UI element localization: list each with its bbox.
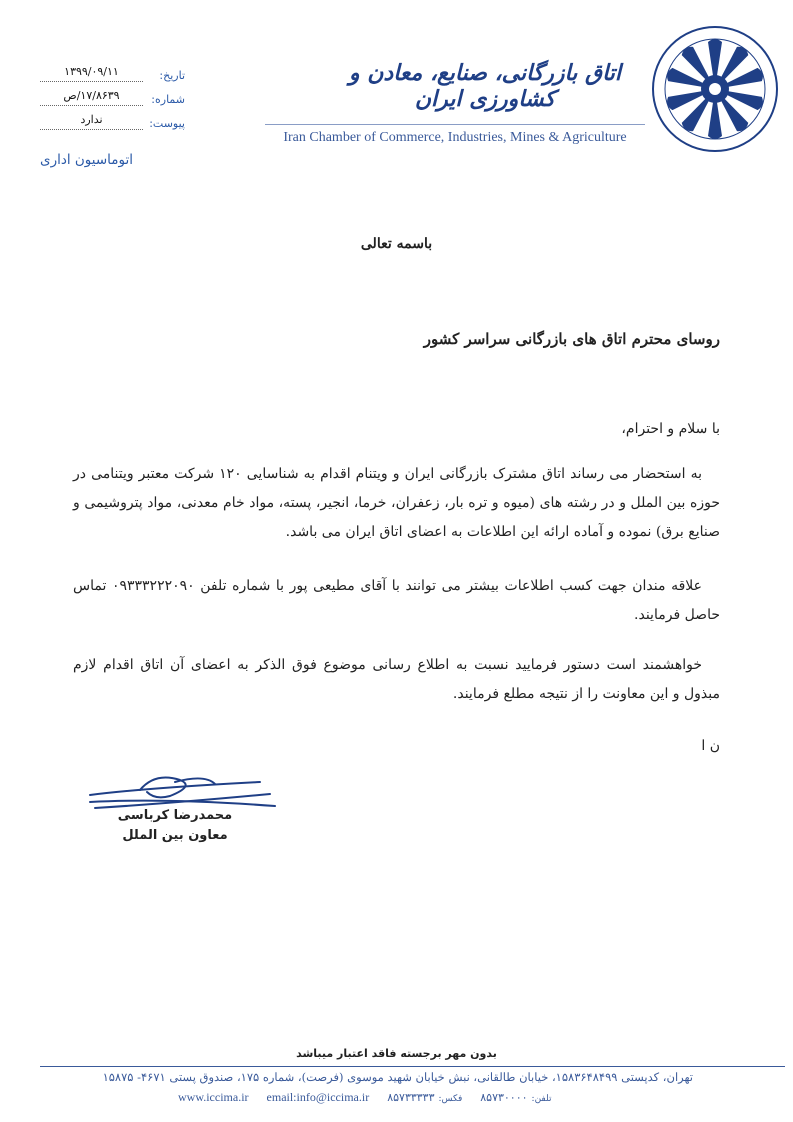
- letter-paragraph-1: به استحضار می رساند اتاق مشترک بازرگانی ایران و ویتنام اقدام به شناسایی ۱۲۰ شرکت معتبر ویتنامی در حوزه بین الملل و در رشته های (میوه و تره بار، زعفران، خرما، انجیر، پسته، مواد خام معدنی، مواد پتروشیمی و صنایع برق) نموده و آماده ارائه این اطلاعات به اعضای اتاق ایران می باشد.: [73, 466, 720, 540]
- brand-persian-title: اتاق بازرگانی، صنایع، معادن و کشاورزی ایران: [348, 60, 622, 112]
- fax-number: ۸۵۷۳۳۳۳۳: [387, 1091, 435, 1104]
- footer-contact: [178, 1090, 551, 1105]
- attachment-label: پیوست:: [149, 117, 185, 130]
- number-label: شماره:: [151, 93, 185, 106]
- letter-paragraph-2: علاقه مندان جهت کسب اطلاعات بیشتر می توانند با آقای مطیعی پور با شماره تلفن ۰۹۳۳۳۲۲۲۰۹۰ تماس حاصل فرمایند.: [73, 578, 720, 623]
- office-automation-label: اتوماسیون اداری: [40, 152, 133, 168]
- fax-label: فکس:: [438, 1094, 463, 1104]
- footer-email[interactable]: email:info@iccima.ir: [266, 1090, 370, 1104]
- letter-meta: [40, 58, 185, 130]
- date-value: ۱۳۹۹/۰۹/۱۱: [40, 65, 143, 82]
- letter-greeting: با سلام و احترام،: [621, 421, 720, 437]
- number-value: ۱۷/۸۶۳۹/ص: [40, 89, 143, 106]
- iccima-logo-icon: [648, 22, 782, 156]
- letter-paragraph-3: خواهشمند است دستور فرمایید نسبت به اطلاع رسانی موضوع فوق الذکر به اعضای آن اتاق اقدام لازم مبذول و این معاونت را از نتیجه مطلع فرمایند.: [73, 657, 720, 702]
- number-row: [40, 82, 185, 106]
- signer-title: معاون بین الملل: [122, 828, 228, 843]
- letter-addressee: روسای محترم اتاق های بازرگانی سراسر کشور: [423, 330, 720, 348]
- attachment-value: ندارد: [40, 113, 143, 130]
- footer-website[interactable]: www.iccima.ir: [178, 1090, 249, 1104]
- footer-fax: [387, 1091, 462, 1104]
- letter-initials: ن ا: [701, 738, 720, 754]
- footer-address: تهران، کدپستی ۱۵۸۳۶۴۸۴۹۹، خیابان طالقانی، نبش خیابان شهید موسوی (فرصت)، شماره ۱۷۵، صندوق پستی ۴۶۷۱- ۱۵۸۷۵: [102, 1070, 693, 1084]
- seal-validity-note: بدون مهر برجسته فاقد اعتبار میباشد: [296, 1047, 497, 1060]
- signer-name: محمدرضا کرباسی: [117, 808, 233, 823]
- brand-divider: [265, 124, 645, 125]
- date-label: تاریخ:: [159, 69, 185, 82]
- phone-label: تلفن:: [531, 1094, 552, 1104]
- letter-heading: باسمه تعالی: [360, 236, 433, 252]
- phone-number: ۸۵۷۳۰۰۰۰: [480, 1091, 528, 1104]
- brand-english-title: Iran Chamber of Commerce, Industries, Mines & Agriculture: [283, 130, 627, 145]
- date-row: [40, 58, 185, 82]
- footer-phone: [480, 1091, 551, 1104]
- attachment-row: [40, 106, 185, 130]
- footer-divider: [40, 1066, 785, 1067]
